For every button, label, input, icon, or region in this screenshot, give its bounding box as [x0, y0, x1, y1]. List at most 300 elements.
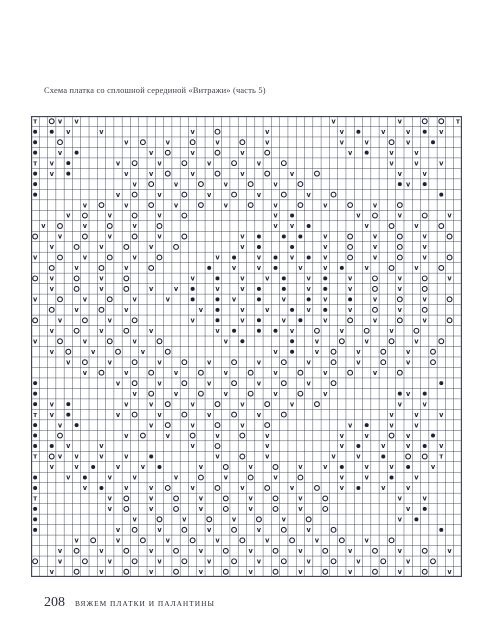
stitch-decrease: v: [422, 494, 427, 503]
stitch-dot: [33, 130, 37, 134]
stitch-decrease: v: [165, 536, 170, 545]
stitch-dot: [33, 486, 37, 490]
stitch-decrease: v: [149, 567, 154, 576]
stitch-decrease: v: [173, 389, 179, 398]
stitch-dot: [298, 234, 302, 238]
stitch-decrease: v: [215, 253, 220, 262]
stitch-decrease: v: [132, 337, 137, 346]
stitch-decrease: v: [273, 180, 278, 189]
stitch-decrease: v: [372, 201, 378, 210]
stitch-dot: [323, 276, 327, 280]
stitch-decrease: v: [314, 536, 320, 545]
stitch-decrease: v: [99, 243, 104, 252]
stitch-dot: [290, 339, 294, 343]
stitch-decrease: v: [265, 431, 270, 440]
stitch-decrease: v: [240, 169, 245, 178]
stitch-decrease: v: [74, 264, 79, 273]
stitch-decrease: v: [66, 211, 71, 220]
stitch-dot: [191, 287, 195, 291]
stitch-dot: [307, 255, 311, 259]
stitch-decrease: v: [405, 431, 411, 440]
stitch-decrease: v: [397, 274, 402, 283]
stitch-decrease: v: [99, 326, 104, 335]
stitch-decrease: v: [231, 264, 237, 273]
stitch-decrease: v: [57, 148, 63, 157]
stitch-decrease: v: [397, 306, 402, 315]
stitch-decrease: v: [289, 222, 295, 231]
stitch-decrease: v: [306, 274, 311, 283]
stitch-symbol: т: [455, 117, 460, 126]
stitch-decrease: v: [57, 452, 63, 461]
stitch-decrease: v: [115, 159, 121, 168]
stitch-symbol: т: [33, 410, 38, 419]
stitch-decrease: v: [389, 421, 394, 430]
stitch-dot: [50, 444, 54, 448]
stitch-decrease: v: [323, 232, 328, 241]
stitch-decrease: v: [356, 557, 361, 566]
stitch-decrease: v: [207, 379, 212, 388]
stitch-decrease: v: [207, 190, 212, 199]
stitch-symbol: т: [33, 159, 38, 168]
stitch-decrease: v: [273, 389, 278, 398]
stitch-decrease: v: [173, 473, 179, 482]
stitch-dot: [257, 318, 261, 322]
stitch-dot: [207, 266, 211, 270]
stitch-decrease: v: [306, 526, 311, 535]
stitch-decrease: v: [265, 138, 270, 147]
stitch-decrease: v: [414, 148, 419, 157]
stitch-decrease: v: [289, 253, 295, 262]
stitch-dot: [298, 318, 302, 322]
stitch-decrease: v: [124, 169, 129, 178]
stitch-decrease: v: [265, 306, 270, 315]
stitch-dot: [257, 329, 261, 333]
stitch-decrease: v: [289, 169, 295, 178]
stitch-decrease: v: [422, 243, 427, 252]
stitch-decrease: v: [347, 421, 353, 430]
page-number: 208: [44, 595, 65, 610]
stitch-decrease: v: [248, 567, 253, 576]
stitch-dot: [66, 161, 70, 165]
stitch-decrease: v: [422, 400, 427, 409]
stitch-decrease: v: [240, 285, 245, 294]
stitch-dot: [431, 140, 435, 144]
stitch-decrease: v: [157, 379, 162, 388]
stitch-decrease: v: [82, 201, 88, 210]
stitch-decrease: v: [298, 567, 303, 576]
stitch-dot: [33, 517, 37, 521]
stitch-decrease: v: [157, 232, 162, 241]
stitch-dot: [340, 266, 344, 270]
stitch-decrease: v: [198, 306, 204, 315]
stitch-decrease: v: [99, 274, 104, 283]
stitch-dot: [33, 193, 37, 197]
stitch-decrease: v: [215, 326, 220, 335]
stitch-decrease: v: [82, 253, 88, 262]
stitch-dot: [75, 151, 79, 155]
stitch-decrease: v: [273, 368, 278, 377]
stitch-dot: [215, 318, 219, 322]
stitch-dot: [356, 444, 360, 448]
stitch-decrease: v: [190, 442, 195, 451]
stitch-dot: [33, 528, 37, 532]
stitch-dot: [257, 245, 261, 249]
stitch-decrease: v: [389, 410, 394, 419]
stitch-decrease: v: [339, 431, 344, 440]
stitch-decrease: v: [256, 159, 262, 168]
stitch-decrease: v: [124, 138, 129, 147]
stitch-decrease: v: [124, 201, 129, 210]
stitch-decrease: v: [231, 295, 237, 304]
stitch-decrease: v: [414, 264, 419, 273]
stitch-dot: [66, 172, 70, 176]
stitch-decrease: v: [422, 316, 427, 325]
stitch-decrease: v: [157, 211, 162, 220]
stitch-decrease: v: [57, 557, 63, 566]
stitch-dot: [66, 402, 70, 406]
stitch-dot: [149, 455, 153, 459]
stitch-decrease: v: [32, 253, 38, 262]
stitch-decrease: v: [240, 306, 245, 315]
stitch-dot: [33, 475, 37, 479]
stitch-decrease: v: [397, 547, 402, 556]
stitch-decrease: v: [323, 264, 328, 273]
stitch-decrease: v: [66, 442, 71, 451]
stitch-decrease: v: [173, 180, 179, 189]
stitch-dot: [33, 172, 37, 176]
stitch-decrease: v: [115, 463, 121, 472]
stitch-decrease: v: [389, 159, 394, 168]
stitch-decrease: v: [347, 547, 353, 556]
stitch-decrease: v: [273, 201, 278, 210]
stitch-decrease: v: [265, 536, 270, 545]
stitch-decrease: v: [405, 484, 411, 493]
stitch-dot: [66, 413, 70, 417]
stitch-decrease: v: [198, 567, 204, 576]
stitch-decrease: v: [273, 211, 278, 220]
stitch-decrease: v: [57, 421, 63, 430]
stitch-dot: [356, 130, 360, 134]
stitch-decrease: v: [240, 316, 245, 325]
stitch-dot: [356, 486, 360, 490]
stitch-decrease: v: [124, 452, 129, 461]
stitch-decrease: v: [107, 505, 112, 514]
stitch-decrease: v: [149, 505, 154, 514]
stitch-decrease: v: [207, 557, 212, 566]
stitch-decrease: v: [132, 253, 137, 262]
stitch-decrease: v: [240, 274, 245, 283]
stitch-dot: [307, 224, 311, 228]
stitch-dot: [232, 329, 236, 333]
stitch-decrease: v: [99, 547, 104, 556]
stitch-decrease: v: [240, 400, 245, 409]
stitch-decrease: v: [273, 473, 278, 482]
stitch-decrease: v: [149, 421, 154, 430]
stitch-decrease: v: [273, 222, 278, 231]
stitch-decrease: v: [347, 148, 353, 157]
stitch-decrease: v: [190, 169, 195, 178]
stitch-decrease: v: [414, 222, 419, 231]
stitch-decrease: v: [66, 473, 71, 482]
stitch-dot: [282, 234, 286, 238]
stitch-decrease: v: [298, 494, 303, 503]
stitch-decrease: v: [289, 400, 295, 409]
stitch-decrease: v: [149, 400, 154, 409]
stitch-dot: [439, 193, 443, 197]
stitch-decrease: v: [124, 368, 129, 377]
stitch-decrease: v: [99, 442, 104, 451]
stitch-decrease: v: [140, 463, 146, 472]
stitch-decrease: v: [281, 295, 286, 304]
stitch-decrease: v: [298, 547, 303, 556]
stitch-decrease: v: [57, 547, 63, 556]
stitch-decrease: v: [447, 547, 452, 556]
stitch-decrease: v: [248, 494, 253, 503]
stitch-decrease: v: [447, 274, 452, 283]
stitch-decrease: v: [414, 337, 419, 346]
stitch-decrease: v: [248, 547, 253, 556]
stitch-decrease: v: [74, 536, 79, 545]
stitch-dot: [431, 434, 435, 438]
stitch-dot: [290, 245, 294, 249]
stitch-decrease: v: [132, 295, 137, 304]
stitch-decrease: v: [356, 211, 361, 220]
stitch-decrease: v: [405, 138, 411, 147]
stitch-decrease: v: [149, 494, 154, 503]
stitch-decrease: v: [323, 316, 328, 325]
stitch-decrease: v: [339, 442, 344, 451]
stitch-dot: [340, 465, 344, 469]
stitch-decrease: v: [182, 515, 187, 524]
stitch-decrease: v: [364, 431, 369, 440]
stitch-decrease: v: [207, 159, 212, 168]
stitch-decrease: v: [347, 567, 353, 576]
stitch-decrease: v: [173, 201, 179, 210]
stitch-decrease: v: [115, 379, 121, 388]
stitch-dot: [423, 507, 427, 511]
stitch-decrease: v: [372, 243, 378, 252]
stitch-decrease: v: [82, 368, 88, 377]
stitch-decrease: v: [190, 421, 195, 430]
stitch-decrease: v: [157, 557, 162, 566]
stitch-decrease: v: [389, 148, 394, 157]
running-title: ВЯЖЕМ ПЛАТКИ И ПАЛАНТИНЫ: [75, 599, 215, 608]
stitch-decrease: v: [422, 253, 427, 262]
stitch-decrease: v: [414, 421, 419, 430]
stitch-dot: [290, 308, 294, 312]
stitch-decrease: v: [99, 285, 104, 294]
stitch-dot: [274, 255, 278, 259]
stitch-dot: [398, 182, 402, 186]
stitch-dot: [257, 287, 261, 291]
stitch-decrease: v: [115, 526, 121, 535]
stitch-decrease: v: [323, 201, 328, 210]
stitch-decrease: v: [132, 389, 137, 398]
stitch-dot: [348, 297, 352, 301]
stitch-decrease: v: [223, 389, 228, 398]
stitch-decrease: v: [273, 347, 278, 356]
stitch-decrease: v: [323, 368, 328, 377]
stitch-dot: [257, 297, 261, 301]
stitch-decrease: v: [372, 316, 378, 325]
stitch-decrease: v: [339, 326, 344, 335]
stitch-decrease: v: [124, 306, 129, 315]
stitch-decrease: v: [157, 159, 162, 168]
stitch-decrease: v: [173, 285, 179, 294]
stitch-decrease: v: [215, 452, 220, 461]
stitch-decrease: v: [389, 326, 394, 335]
stitch-decrease: v: [173, 368, 179, 377]
stitch-decrease: v: [57, 232, 63, 241]
stitch-decrease: v: [364, 473, 369, 482]
stitch-decrease: v: [439, 127, 444, 136]
stitch-decrease: v: [281, 316, 286, 325]
stitch-decrease: v: [331, 117, 336, 126]
stitch-dot: [215, 297, 219, 301]
stitch-decrease: v: [405, 557, 411, 566]
stitch-dot: [33, 182, 37, 186]
stitch-dot: [323, 287, 327, 291]
stitch-decrease: v: [57, 117, 63, 126]
stitch-dot: [390, 475, 394, 479]
stitch-decrease: v: [91, 347, 96, 356]
stitch-decrease: v: [132, 515, 137, 524]
stitch-dot: [406, 465, 410, 469]
stitch-symbol: т: [33, 452, 38, 461]
stitch-symbol: т: [33, 117, 38, 126]
stitch-decrease: v: [107, 494, 112, 503]
stitch-dot: [381, 455, 385, 459]
stitch-decrease: v: [256, 557, 262, 566]
stitch-decrease: v: [347, 274, 353, 283]
stitch-decrease: v: [49, 285, 54, 294]
stitch-decrease: v: [356, 452, 361, 461]
stitch-decrease: v: [157, 410, 162, 419]
stitch-decrease: v: [405, 358, 411, 367]
stitch-dot: [232, 255, 236, 259]
stitch-dot: [398, 392, 402, 396]
stitch-decrease: v: [190, 316, 195, 325]
chart-caption: Схема платка со сплошной серединой «Витражи» (часть 5): [44, 86, 266, 95]
stitch-decrease: v: [223, 473, 228, 482]
stitch-dot: [215, 276, 219, 280]
stitch-decrease: v: [149, 484, 154, 493]
stitch-dot: [240, 339, 244, 343]
stitch-decrease: v: [339, 484, 344, 493]
stitch-decrease: v: [397, 567, 402, 576]
stitch-dot: [307, 297, 311, 301]
stitch-decrease: v: [49, 410, 54, 419]
stitch-dot: [99, 486, 103, 490]
stitch-decrease: v: [397, 400, 402, 409]
stitch-dot: [157, 465, 161, 469]
stitch-decrease: v: [381, 127, 386, 136]
stitch-decrease: v: [124, 400, 129, 409]
stitch-decrease: v: [248, 463, 253, 472]
stitch-decrease: v: [240, 243, 245, 252]
stitch-decrease: v: [381, 442, 386, 451]
stitch-dot: [33, 151, 37, 155]
stitch-decrease: v: [414, 410, 419, 419]
stitch-decrease: v: [397, 494, 402, 503]
stitch-decrease: v: [389, 463, 394, 472]
stitch-dot: [274, 329, 278, 333]
stitch-decrease: v: [439, 442, 444, 451]
stitch-dot: [33, 392, 37, 396]
stitch-decrease: v: [74, 463, 79, 472]
stitch-decrease: v: [49, 169, 54, 178]
stitch-decrease: v: [198, 463, 204, 472]
stitch-decrease: v: [323, 253, 328, 262]
stitch-decrease: v: [223, 368, 228, 377]
stitch-dot: [50, 130, 54, 134]
stitch-decrease: v: [99, 452, 104, 461]
stitch-decrease: v: [347, 285, 353, 294]
stitch-dot: [282, 287, 286, 291]
stitch-decrease: v: [405, 505, 411, 514]
stitch-decrease: v: [405, 347, 411, 356]
stitch-decrease: v: [281, 515, 286, 524]
stitch-decrease: v: [82, 222, 88, 231]
stitch-decrease: v: [198, 494, 204, 503]
stitch-decrease: v: [49, 463, 54, 472]
stitch-decrease: v: [414, 159, 419, 168]
stitch-decrease: v: [99, 567, 104, 576]
stitch-decrease: v: [339, 127, 344, 136]
stitch-decrease: v: [190, 148, 195, 157]
stitch-decrease: v: [265, 274, 270, 283]
stitch-decrease: v: [372, 253, 378, 262]
stitch-decrease: v: [165, 138, 170, 147]
stitch-decrease: v: [149, 169, 154, 178]
stitch-decrease: v: [149, 547, 154, 556]
stitch-decrease: v: [157, 526, 162, 535]
stitch-dot: [33, 434, 37, 438]
stitch-decrease: v: [306, 190, 311, 199]
stitch-decrease: v: [306, 306, 311, 315]
stitch-decrease: v: [132, 473, 137, 482]
page-footer: [44, 595, 215, 611]
stitch-dot: [191, 297, 195, 301]
stitch-decrease: v: [265, 442, 270, 451]
stitch-dot: [423, 444, 427, 448]
stitch-decrease: v: [314, 347, 320, 356]
stitch-decrease: v: [223, 201, 228, 210]
stitch-dot: [290, 214, 294, 218]
stitch-decrease: v: [124, 264, 129, 273]
stitch-dot: [33, 381, 37, 385]
stitch-decrease: v: [240, 421, 245, 430]
stitch-decrease: v: [439, 159, 444, 168]
stitch-decrease: v: [99, 127, 104, 136]
stitch-decrease: v: [165, 431, 170, 440]
stitch-decrease: v: [439, 410, 444, 419]
stitch-decrease: v: [414, 473, 419, 482]
stitch-decrease: v: [397, 211, 402, 220]
stitch-decrease: v: [306, 557, 311, 566]
stitch-dot: [439, 528, 443, 532]
stitch-decrease: v: [364, 264, 369, 273]
stitch-decrease: v: [74, 117, 79, 126]
stitch-decrease: v: [323, 463, 328, 472]
stitch-decrease: v: [82, 484, 88, 493]
stitch-dot: [423, 392, 427, 396]
stitch-decrease: v: [364, 337, 369, 346]
stitch-decrease: v: [397, 285, 402, 294]
stitch-decrease: v: [323, 243, 328, 252]
stitch-dot: [282, 276, 286, 280]
stitch-decrease: v: [149, 326, 154, 335]
